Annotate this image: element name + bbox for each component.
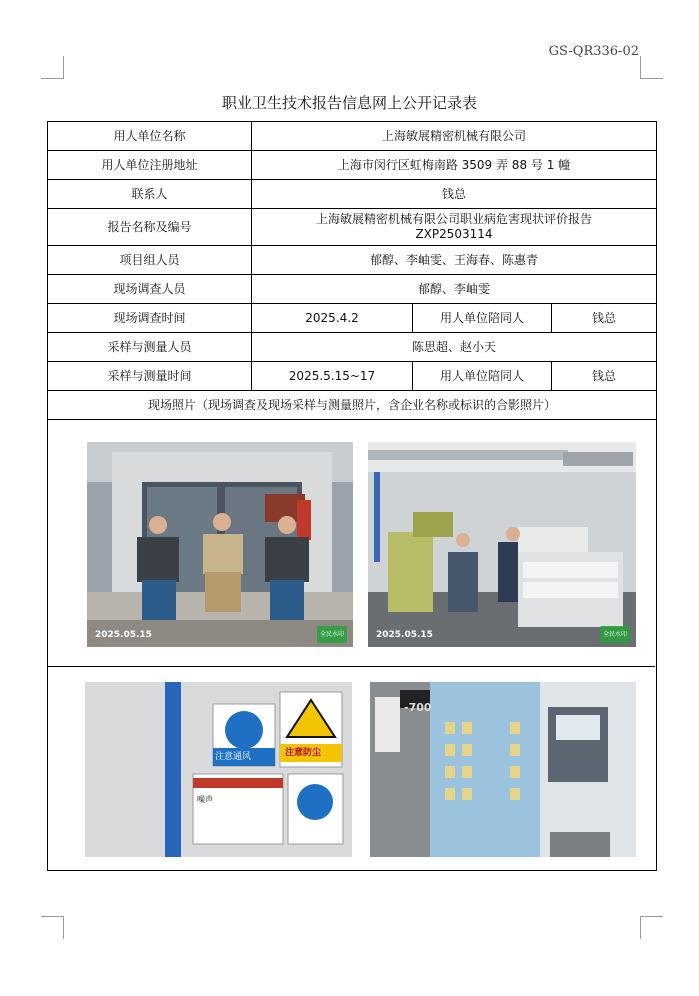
address: 上海市闵行区虹梅南路 3509 弄 88 号 1 幢 xyxy=(252,151,657,180)
contact: 钱总 xyxy=(252,180,657,209)
table-row xyxy=(48,420,657,871)
table-row xyxy=(48,391,657,420)
sampling-escort: 钱总 xyxy=(552,362,657,391)
corner-mark xyxy=(640,916,663,939)
report-label: 报告名称及编号 xyxy=(48,209,252,246)
table-row xyxy=(48,304,657,333)
record-table xyxy=(47,121,657,871)
contact-label: 联系人 xyxy=(48,180,252,209)
document-code: GS-QR336-02 xyxy=(548,44,639,59)
sampling-time-label: 采样与测量时间 xyxy=(48,362,252,391)
report-number: ZXP2503114 xyxy=(415,227,493,241)
corner-mark xyxy=(41,56,64,79)
table-row xyxy=(48,180,657,209)
sampling-escort-label: 用人单位陪同人 xyxy=(413,362,552,391)
sampling-staff-label: 采样与测量人员 xyxy=(48,333,252,362)
employer-name-label: 用人单位名称 xyxy=(48,122,252,151)
team-label: 项目组人员 xyxy=(48,246,252,275)
sampling-staff: 陈思超、赵小天 xyxy=(252,333,657,362)
table-row xyxy=(48,151,657,180)
survey-time-label: 现场调查时间 xyxy=(48,304,252,333)
panel-label: -700 xyxy=(404,701,432,714)
sign-ventilation-text: 注意通风 xyxy=(215,752,252,762)
table-row xyxy=(48,246,657,275)
sampling-time: 2025.5.15~17 xyxy=(252,362,413,391)
table-row xyxy=(48,275,657,304)
photo-cnc-machine xyxy=(370,682,636,857)
photos-cell xyxy=(48,420,657,871)
photo-date-stamp: 2025.05.15 xyxy=(376,630,433,640)
photo-workshop-sampling xyxy=(368,442,636,647)
page-title: 职业卫生技术报告信息网上公开记录表 xyxy=(221,94,477,112)
corner-mark xyxy=(640,56,663,79)
sign-noise-text: 噪声 xyxy=(197,795,213,804)
photo-divider xyxy=(48,666,655,667)
photos-label: 现场照片（现场调查及现场采样与测量照片，含企业名称或标识的合影照片） xyxy=(48,391,657,420)
table-row xyxy=(48,362,657,391)
team-members: 郁醇、李岫雯、王海春、陈惠青 xyxy=(252,246,657,275)
survey-staff: 郁醇、李岫雯 xyxy=(252,275,657,304)
photo-warning-signs xyxy=(85,682,352,857)
address-label: 用人单位注册地址 xyxy=(48,151,252,180)
report-cell xyxy=(252,209,657,246)
photo-entrance-group xyxy=(87,442,353,647)
photo-date-stamp: 2025.05.15 xyxy=(95,630,152,640)
employer-name: 上海敏展精密机械有限公司 xyxy=(252,122,657,151)
table-row xyxy=(48,122,657,151)
photo-watermark: 全民水印 xyxy=(600,626,630,643)
table-row xyxy=(48,333,657,362)
report-name: 上海敏展精密机械有限公司职业病危害现状评价报告 xyxy=(316,212,593,226)
survey-escort-label: 用人单位陪同人 xyxy=(413,304,552,333)
survey-escort: 钱总 xyxy=(552,304,657,333)
photo-watermark: 全民水印 xyxy=(317,626,347,643)
sign-dust-text: 注意防尘 xyxy=(285,748,322,758)
photo-grid xyxy=(48,420,655,870)
survey-staff-label: 现场调查人员 xyxy=(48,275,252,304)
corner-mark xyxy=(41,916,64,939)
table-row xyxy=(48,209,657,246)
survey-time: 2025.4.2 xyxy=(252,304,413,333)
